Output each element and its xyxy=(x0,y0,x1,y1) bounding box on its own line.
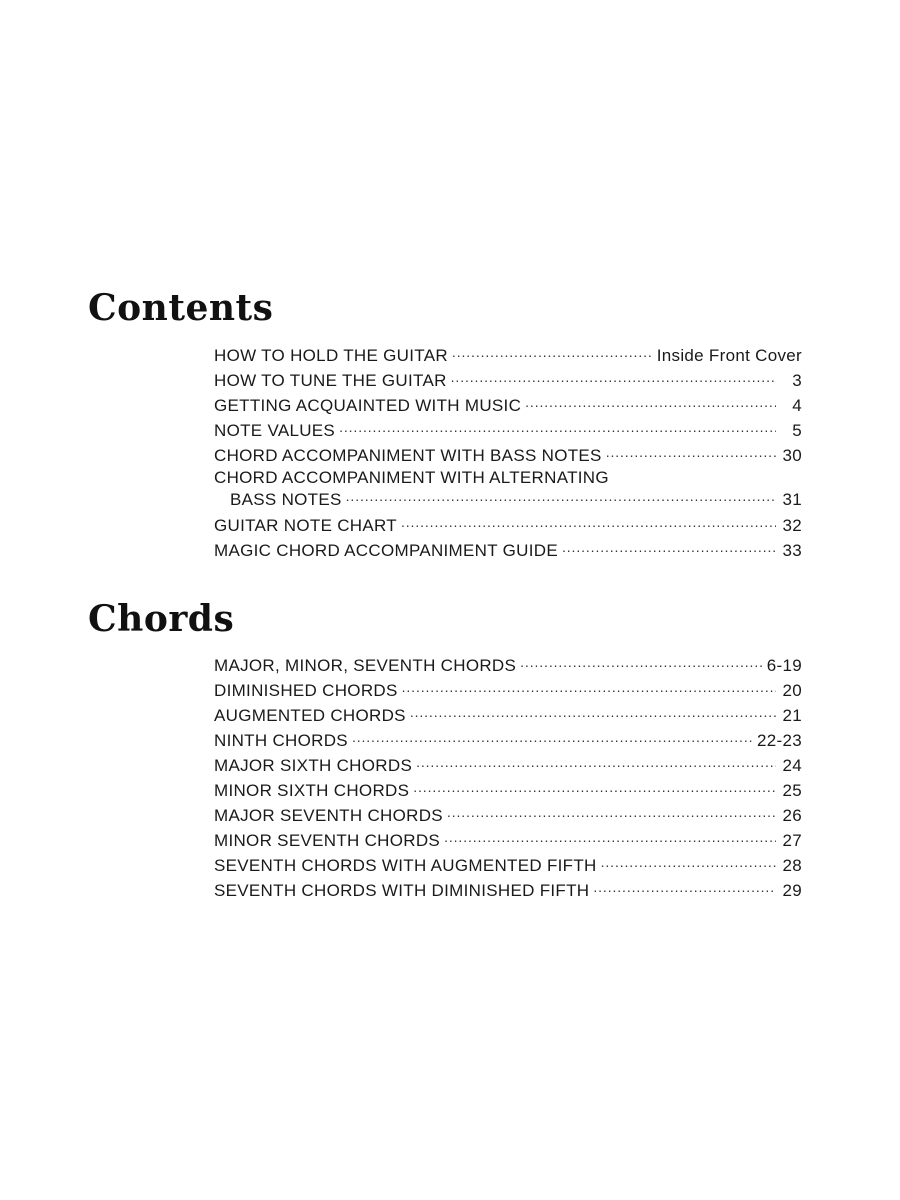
toc-entry xyxy=(214,443,802,468)
contents-heading: Contents xyxy=(88,287,274,329)
toc-entry-page: 24 xyxy=(782,756,802,775)
leader-dots xyxy=(413,779,776,796)
leader-dots xyxy=(606,444,776,461)
toc-entry-label: NINTH CHORDS xyxy=(214,731,348,750)
toc-entry-label: MAJOR SEVENTH CHORDS xyxy=(214,806,443,825)
toc-entry-page: 25 xyxy=(782,781,802,800)
leader-dots xyxy=(601,854,776,871)
leader-dots xyxy=(525,394,776,411)
toc-entry-label: MAJOR, MINOR, SEVENTH CHORDS xyxy=(214,656,517,675)
toc-entry-label: SEVENTH CHORDS WITH AUGMENTED FIFTH xyxy=(214,856,597,875)
leader-dots xyxy=(352,729,753,746)
toc-entry-label: MAJOR SIXTH CHORDS xyxy=(214,756,413,775)
toc-entry-page: 28 xyxy=(782,856,802,875)
toc-entry-page: 32 xyxy=(782,516,802,535)
chords-heading: Chords xyxy=(88,598,235,640)
toc-entry xyxy=(214,418,802,443)
toc-entry-page: 30 xyxy=(782,446,802,465)
toc-entry-page: Inside Front Cover xyxy=(656,346,802,365)
toc-entry-label: MAGIC CHORD ACCOMPANIMENT GUIDE xyxy=(214,541,558,560)
toc-entry xyxy=(214,368,802,393)
toc-entry xyxy=(214,803,802,828)
leader-dots xyxy=(447,804,776,821)
toc-entry-label: NOTE VALUES xyxy=(214,421,336,440)
leader-dots xyxy=(562,539,776,556)
toc-entry-page: 21 xyxy=(782,706,802,725)
toc-entry-page: 3 xyxy=(792,371,802,390)
toc-entry xyxy=(214,703,802,728)
toc-entry-label: HOW TO TUNE THE GUITAR xyxy=(214,371,447,390)
toc-entry-label: GUITAR NOTE CHART xyxy=(214,516,397,535)
toc-entry-label-line2: BASS NOTES xyxy=(230,490,342,509)
toc-entry-label: DIMINISHED CHORDS xyxy=(214,681,398,700)
leader-dots xyxy=(346,488,776,505)
toc-entry xyxy=(214,468,802,513)
toc-entry xyxy=(214,393,802,418)
leader-dots xyxy=(402,679,776,696)
toc-entry-page: 22-23 xyxy=(757,731,802,750)
leader-dots xyxy=(452,344,653,361)
contents-list xyxy=(214,343,802,563)
toc-entry-label: SEVENTH CHORDS WITH DIMINISHED FIFTH xyxy=(214,881,590,900)
toc-entry-label: AUGMENTED CHORDS xyxy=(214,706,406,725)
toc-entry-label: MINOR SIXTH CHORDS xyxy=(214,781,410,800)
toc-entry xyxy=(214,678,802,703)
leader-dots xyxy=(401,514,776,531)
leader-dots xyxy=(416,754,776,771)
toc-entry xyxy=(214,878,802,903)
toc-entry-label: HOW TO HOLD THE GUITAR xyxy=(214,346,448,365)
leader-dots xyxy=(520,654,763,671)
toc-entry-page: 20 xyxy=(782,681,802,700)
toc-entry-continuation xyxy=(214,488,802,513)
leader-dots xyxy=(444,829,776,846)
chords-list xyxy=(214,653,802,903)
toc-entry xyxy=(214,538,802,563)
toc-entry xyxy=(214,343,802,368)
toc-entry-page: 4 xyxy=(792,396,802,415)
toc-entry xyxy=(214,753,802,778)
toc-entry xyxy=(214,853,802,878)
leader-dots xyxy=(339,419,776,436)
toc-entry-label: CHORD ACCOMPANIMENT WITH BASS NOTES xyxy=(214,446,602,465)
leader-dots xyxy=(451,369,776,386)
leader-dots xyxy=(593,879,776,896)
toc-entry-page: 31 xyxy=(782,490,802,509)
toc-entry-label-line1: CHORD ACCOMPANIMENT WITH ALTERNATING xyxy=(214,468,609,487)
toc-entry-label: MINOR SEVENTH CHORDS xyxy=(214,831,441,850)
toc-entry-page: 5 xyxy=(792,421,802,440)
toc-entry xyxy=(214,828,802,853)
toc-entry-page: 6-19 xyxy=(766,656,802,675)
leader-dots xyxy=(410,704,776,721)
toc-entry-page: 29 xyxy=(782,881,802,900)
toc-entry-page: 26 xyxy=(782,806,802,825)
toc-entry xyxy=(214,513,802,538)
toc-entry xyxy=(214,728,802,753)
toc-entry-page: 27 xyxy=(782,831,802,850)
toc-entry-label: GETTING ACQUAINTED WITH MUSIC xyxy=(214,396,522,415)
toc-entry xyxy=(214,653,802,678)
toc-entry-page: 33 xyxy=(782,541,802,560)
toc-entry xyxy=(214,778,802,803)
